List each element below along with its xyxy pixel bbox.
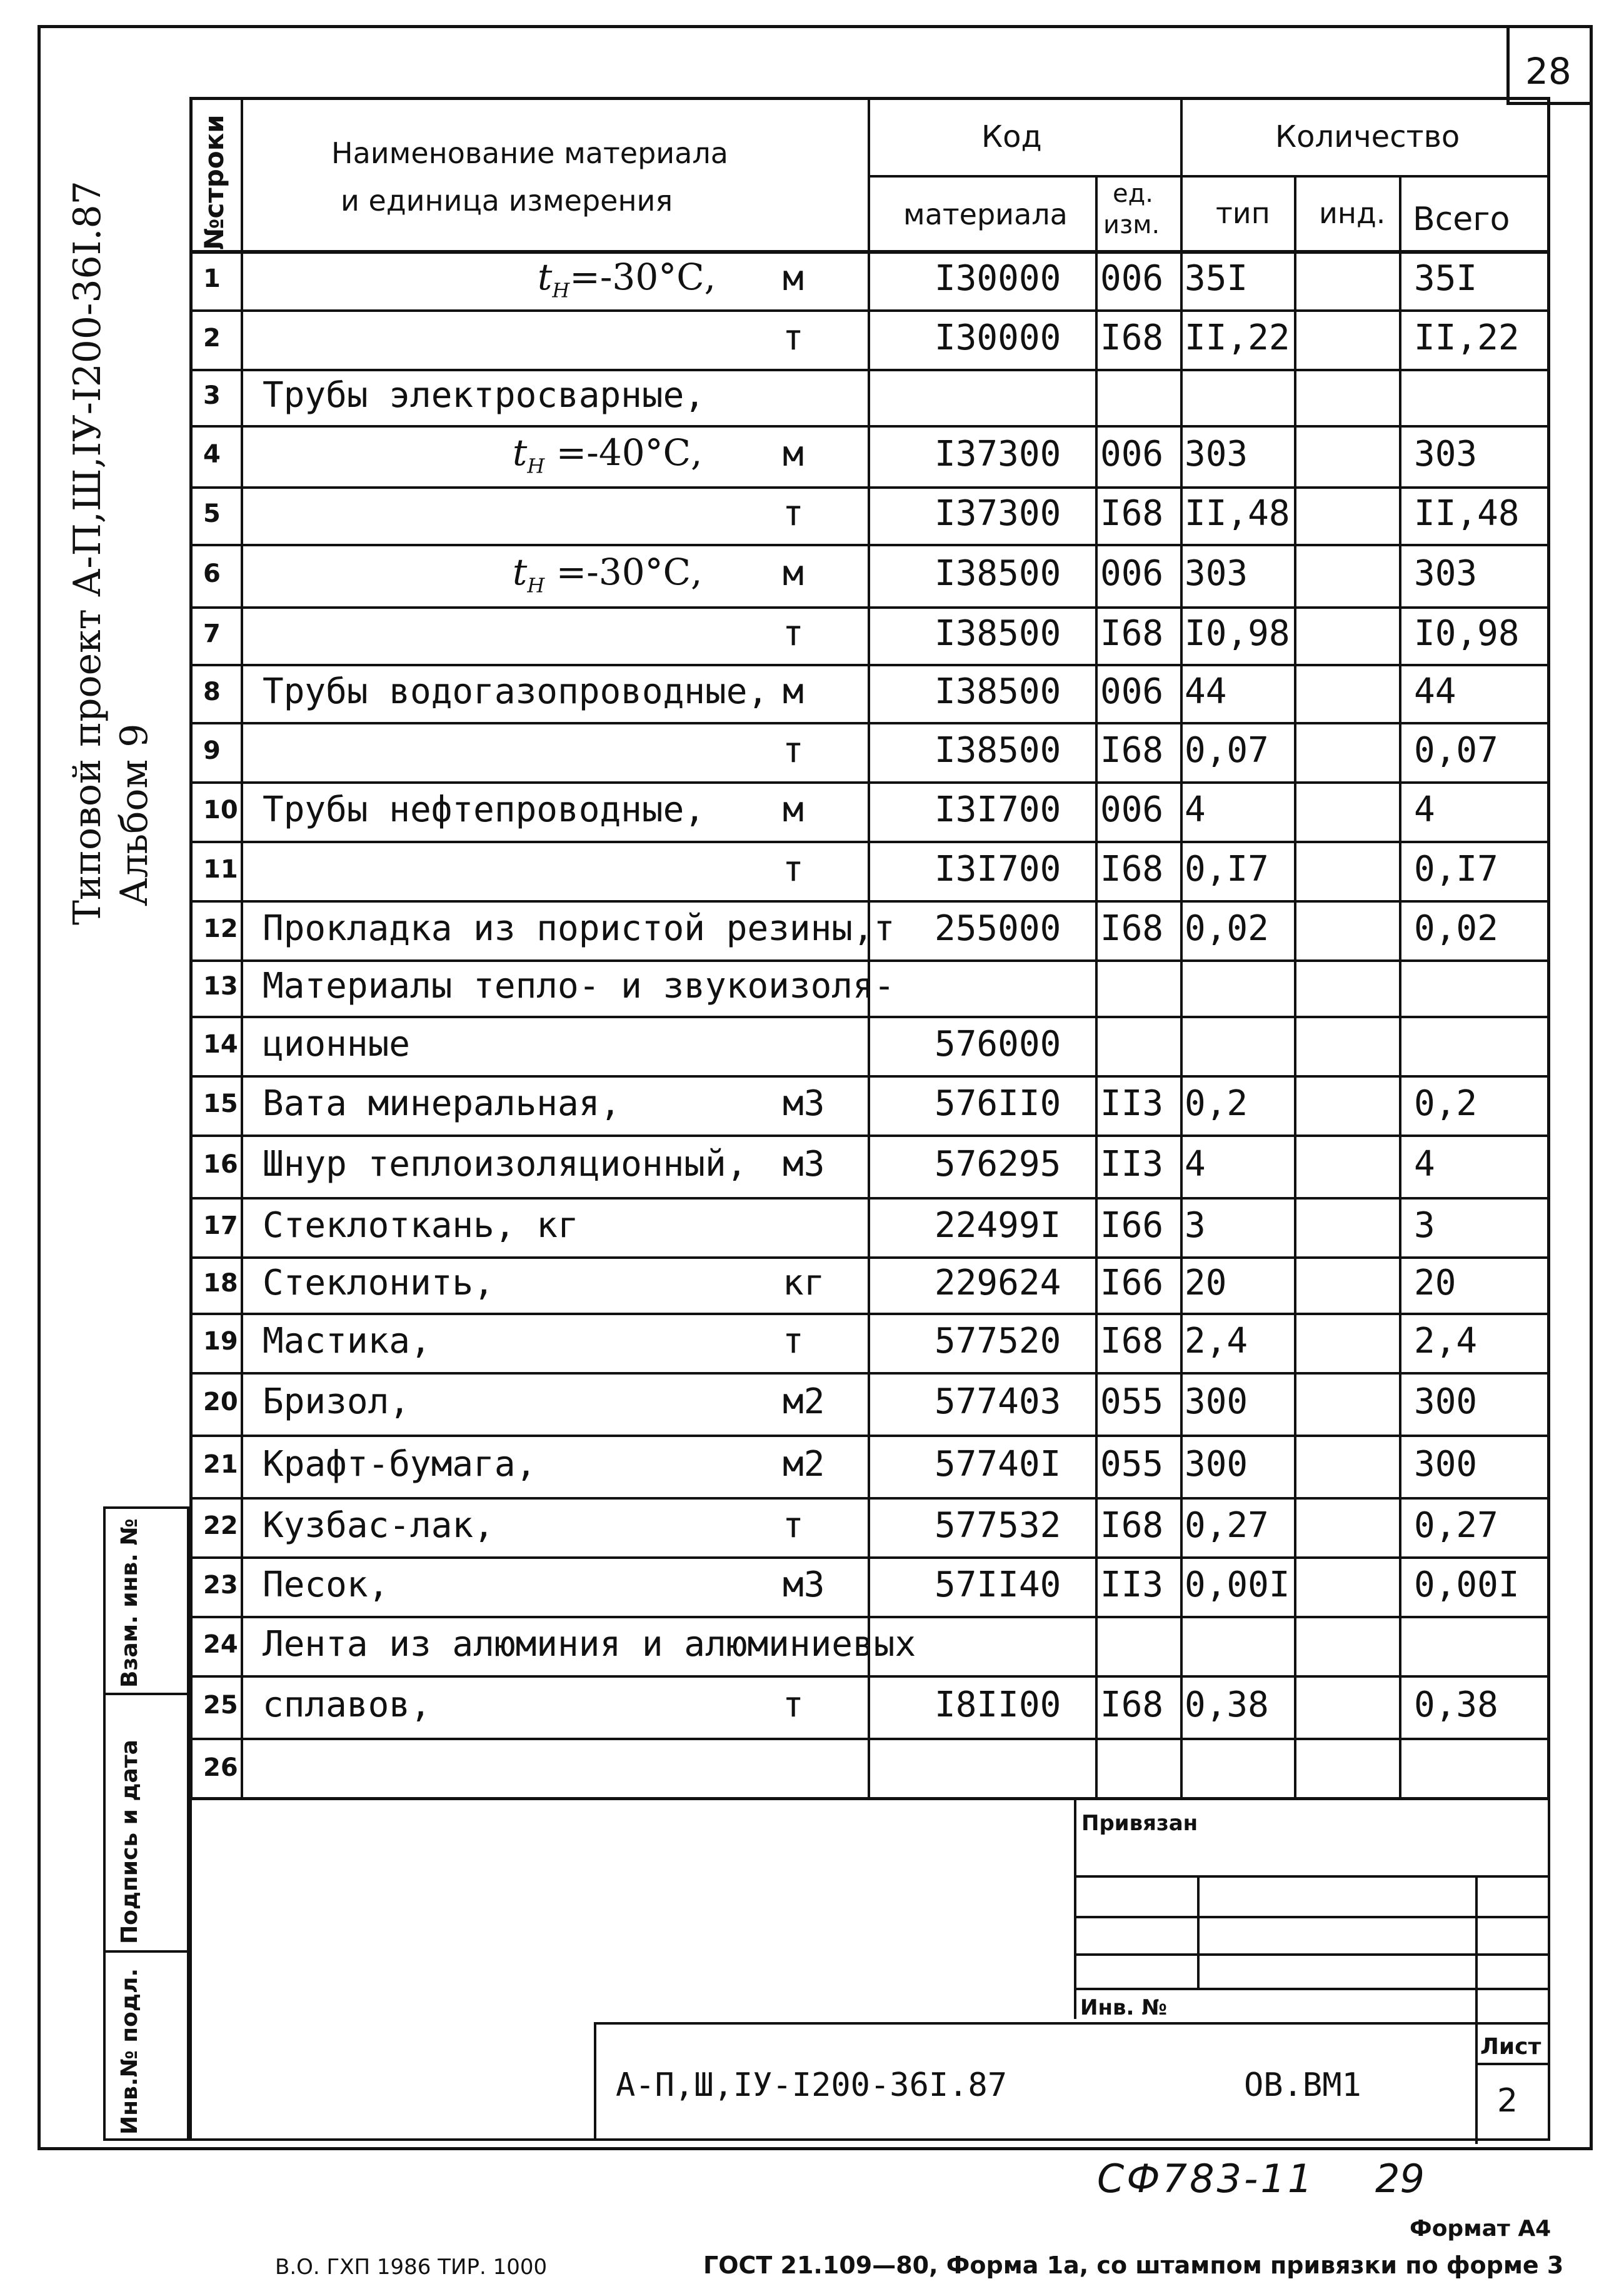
row-number: 5 [203, 499, 221, 528]
row-code: 22499I [935, 1205, 1061, 1246]
header-name-line1: Наименование материала [331, 136, 728, 170]
row-qty-total: 0,2 [1414, 1083, 1478, 1124]
row-number: 6 [203, 559, 221, 588]
header-name-line2: и единица измерения [341, 184, 673, 218]
row-code: 577520 [935, 1321, 1061, 1361]
row-unit: т [783, 849, 804, 889]
row-unit: т [783, 318, 804, 358]
row-name: Бризол, [263, 1381, 411, 1422]
stamp-list-no: 2 [1497, 2082, 1518, 2120]
row-unit-code: I68 [1100, 613, 1164, 654]
row-code: 57740I [935, 1444, 1061, 1485]
row-code: 577532 [935, 1505, 1061, 1546]
stamp-list-label: Лист [1480, 2034, 1541, 2060]
row-name: Шнур теплоизоляционный, [263, 1144, 748, 1185]
row-temperature-label: $t_H =-30^\circ С$, [513, 551, 703, 598]
row-number: 22 [203, 1511, 238, 1540]
header-ind: инд. [1319, 196, 1386, 230]
row-number: 8 [203, 678, 221, 706]
row-qty-total: 303 [1414, 434, 1478, 474]
row-code: 577403 [935, 1381, 1061, 1422]
row-unit: м2 [783, 1444, 825, 1485]
row-qty-tip: 0,07 [1185, 730, 1269, 771]
row-qty-tip: 303 [1185, 434, 1248, 474]
header-code: Код [981, 119, 1042, 154]
row-unit-code: 006 [1100, 671, 1164, 712]
row-qty-tip: II,48 [1185, 493, 1290, 534]
row-name: Трубы электросварные, [263, 375, 706, 416]
side-title-line2: Альбом 9 [113, 723, 156, 906]
row-qty-total: 0,00I [1414, 1565, 1520, 1605]
row-code: I37300 [935, 434, 1061, 474]
row-qty-total: 3 [1414, 1205, 1435, 1246]
row-name: Мастика, [263, 1321, 431, 1361]
row-number: 14 [203, 1030, 238, 1059]
side-title-line1: Типовой проект А-П,Ш,IУ-I200-36I.87 [66, 181, 109, 925]
handwritten-code: СФ783-11 [1097, 2156, 1315, 2201]
row-number: 12 [203, 914, 238, 943]
header-unit-line1: ед. [1113, 179, 1153, 208]
row-name: Лента из алюминия и алюминиевых [263, 1624, 916, 1665]
page-number: 28 [1525, 50, 1571, 93]
row-name: Кузбас-лак, [263, 1505, 494, 1546]
row-code: I38500 [935, 553, 1061, 594]
stamp-privyazan: Привязан [1081, 1811, 1198, 1836]
row-number: 16 [203, 1150, 238, 1179]
row-qty-total: 0,07 [1414, 730, 1498, 771]
row-unit: т [783, 1321, 804, 1361]
row-number: 7 [203, 619, 221, 648]
row-number: 11 [203, 855, 238, 884]
row-unit: м [783, 671, 804, 712]
row-qty-tip: 44 [1185, 671, 1227, 712]
row-unit-code: I68 [1100, 493, 1164, 534]
row-number: 9 [203, 736, 221, 765]
footer-print-info: В.О. ГХП 1986 ТИР. 1000 [275, 2255, 548, 2280]
row-unit: т [783, 1685, 804, 1725]
row-qty-total: II,48 [1414, 493, 1520, 534]
row-unit-code: II3 [1100, 1565, 1164, 1605]
row-unit: кг [783, 1263, 825, 1303]
row-code: I3I700 [935, 789, 1061, 830]
stamp-podpis-data: Подпись и дата [117, 1740, 143, 1944]
row-number: 23 [203, 1571, 238, 1600]
row-name: Материалы тепло- и звукоизоля- [263, 966, 895, 1006]
left-stamp [103, 1506, 189, 2141]
row-unit: м3 [783, 1144, 825, 1185]
row-qty-total: II,22 [1414, 318, 1520, 358]
row-qty-tip: 4 [1185, 789, 1206, 830]
row-code: 576295 [935, 1144, 1061, 1185]
row-name: Трубы нефтепроводные, [263, 789, 706, 830]
row-qty-total: 2,4 [1414, 1321, 1478, 1361]
stamp-doc-code: А-П,Ш,IУ-I200-36I.87 [616, 2066, 1008, 2104]
row-unit-code: II3 [1100, 1083, 1164, 1124]
row-code: I38500 [935, 730, 1061, 771]
row-unit-code: 006 [1100, 789, 1164, 830]
row-unit-code: 055 [1100, 1444, 1164, 1485]
row-qty-total: I0,98 [1414, 613, 1520, 654]
row-qty-tip: 0,2 [1185, 1083, 1248, 1124]
row-code: 576II0 [935, 1083, 1061, 1124]
row-qty-total: 4 [1414, 1144, 1435, 1185]
row-number: 21 [203, 1450, 238, 1479]
row-qty-tip: 2,4 [1185, 1321, 1248, 1361]
row-unit-code: I68 [1100, 908, 1164, 949]
row-qty-tip: 0,38 [1185, 1685, 1269, 1725]
row-unit-code: I68 [1100, 730, 1164, 771]
row-qty-total: 300 [1414, 1381, 1478, 1422]
row-qty-tip: 35I [1185, 258, 1248, 299]
row-number: 4 [203, 440, 221, 469]
row-unit: т [783, 613, 804, 654]
footer-gost: ГОСТ 21.109—80, Форма 1а, со штампом привязки по форме 3 [703, 2251, 1564, 2279]
row-unit: т [783, 1505, 804, 1546]
row-unit: м3 [783, 1565, 825, 1605]
row-number: 25 [203, 1691, 238, 1720]
row-unit-code: II3 [1100, 1144, 1164, 1185]
row-unit-code: 006 [1100, 553, 1164, 594]
row-unit-code: 006 [1100, 434, 1164, 474]
row-qty-tip: 0,02 [1185, 908, 1269, 949]
row-number: 15 [203, 1089, 238, 1118]
row-name: Трубы водогазопроводные, [263, 671, 769, 712]
header-tip: тип [1216, 196, 1270, 230]
stamp-inv-no: Инв. № [1080, 1995, 1168, 2020]
row-qty-total: 44 [1414, 671, 1456, 712]
header-unit-line2: изм. [1103, 211, 1160, 239]
row-qty-tip: 4 [1185, 1144, 1206, 1185]
row-name: Прокладка из пористой резины,т [263, 908, 895, 949]
row-name: Стеклонить, [263, 1263, 494, 1303]
row-code: 229624 [935, 1263, 1061, 1303]
row-name: Стеклоткань, кг [263, 1205, 579, 1246]
row-code: I8II00 [935, 1685, 1061, 1725]
row-qty-tip: 303 [1185, 553, 1248, 594]
row-qty-total: 20 [1414, 1263, 1456, 1303]
row-temperature-label: $t_H =-40^\circ С$, [513, 431, 703, 478]
row-unit: м [783, 789, 804, 830]
row-unit: м [783, 553, 804, 594]
row-name: Песок, [263, 1565, 389, 1605]
row-code: I37300 [935, 493, 1061, 534]
row-code: I3I700 [935, 849, 1061, 889]
handwritten-number: 29 [1375, 2156, 1425, 2201]
row-number: 19 [203, 1327, 238, 1356]
header-row-no: №строки [199, 114, 229, 250]
stamp-vzam-inv: Взам. инв. № [117, 1518, 143, 1688]
row-unit-code: I68 [1100, 318, 1164, 358]
row-number: 10 [203, 796, 238, 824]
row-number: 3 [203, 381, 221, 410]
row-unit-code: I68 [1100, 1321, 1164, 1361]
row-number: 24 [203, 1630, 238, 1659]
row-temperature-label: $t_H=-30^\circ С$, [538, 256, 716, 303]
row-code: I38500 [935, 671, 1061, 712]
row-unit: т [783, 730, 804, 771]
row-qty-total: 0,02 [1414, 908, 1498, 949]
row-code: 576000 [935, 1024, 1061, 1064]
row-code: 57II40 [935, 1565, 1061, 1605]
row-qty-total: 35I [1414, 258, 1478, 299]
row-qty-total: 0,I7 [1414, 849, 1498, 889]
row-name: ционные [263, 1024, 411, 1064]
row-name: сплавов, [263, 1685, 431, 1725]
row-qty-total: 300 [1414, 1444, 1478, 1485]
row-number: 18 [203, 1269, 238, 1298]
row-unit-code: 055 [1100, 1381, 1164, 1422]
row-unit-code: I68 [1100, 1685, 1164, 1725]
row-qty-tip: 0,27 [1185, 1505, 1269, 1546]
row-number: 17 [203, 1211, 238, 1240]
stamp-doc-mark: ОВ.ВМ1 [1244, 2066, 1361, 2104]
header-total: Всего [1413, 201, 1510, 238]
row-unit-code: I66 [1100, 1205, 1164, 1246]
row-code: 255000 [935, 908, 1061, 949]
row-number: 13 [203, 972, 238, 1001]
row-number: 2 [203, 324, 221, 353]
row-qty-tip: 300 [1185, 1381, 1248, 1422]
row-qty-tip: I0,98 [1185, 613, 1290, 654]
row-name: Крафт-бумага, [263, 1444, 537, 1485]
row-name: Вата минеральная, [263, 1083, 621, 1124]
row-unit: м [783, 434, 804, 474]
row-number: 20 [203, 1388, 238, 1416]
row-unit-code: 006 [1100, 258, 1164, 299]
row-unit-code: I68 [1100, 1505, 1164, 1546]
row-qty-tip: 300 [1185, 1444, 1248, 1485]
row-unit-code: I68 [1100, 849, 1164, 889]
row-qty-tip: 0,I7 [1185, 849, 1269, 889]
row-unit: м [783, 258, 804, 299]
row-qty-total: 303 [1414, 553, 1478, 594]
row-unit: м3 [783, 1083, 825, 1124]
row-unit: м2 [783, 1381, 825, 1422]
row-unit-code: I66 [1100, 1263, 1164, 1303]
header-quantity: Количество [1275, 119, 1460, 154]
row-qty-tip: II,22 [1185, 318, 1290, 358]
stamp-inv-podl: Инв.№ подл. [117, 1968, 143, 2135]
row-code: I38500 [935, 613, 1061, 654]
row-qty-tip: 0,00I [1185, 1565, 1290, 1605]
row-number: 26 [203, 1753, 238, 1782]
footer-format: Формат А4 [1410, 2216, 1551, 2241]
row-qty-total: 4 [1414, 789, 1435, 830]
row-code: I30000 [935, 318, 1061, 358]
row-unit: т [783, 493, 804, 534]
row-number: 1 [203, 264, 221, 293]
header-material: материала [903, 198, 1068, 231]
row-qty-total: 0,38 [1414, 1685, 1498, 1725]
row-qty-tip: 3 [1185, 1205, 1206, 1246]
row-qty-tip: 20 [1185, 1263, 1227, 1303]
row-qty-total: 0,27 [1414, 1505, 1498, 1546]
row-code: I30000 [935, 258, 1061, 299]
